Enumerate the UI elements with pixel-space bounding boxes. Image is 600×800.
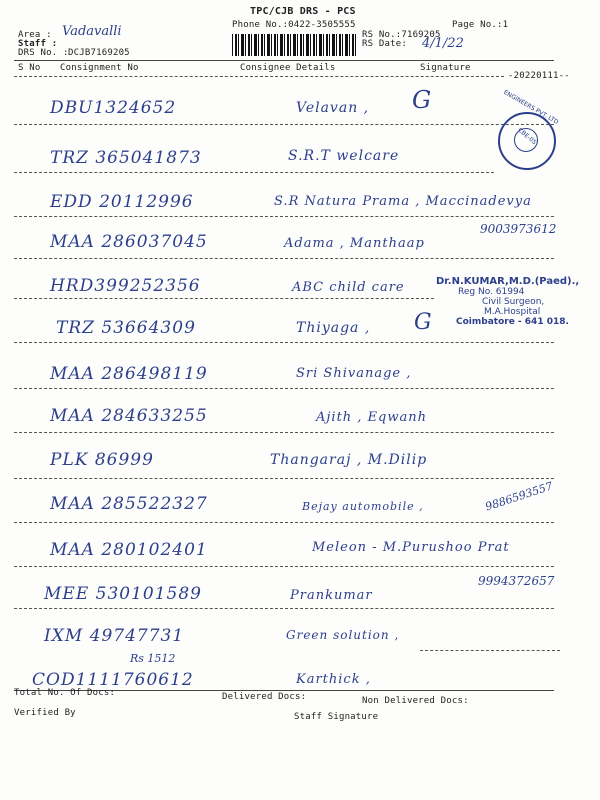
doctor-city: Coimbatore - 641 018. (456, 317, 569, 327)
phone-note: 9994372657 (478, 574, 555, 588)
page-number: Page No.:1 (452, 20, 509, 30)
row-divider (14, 124, 554, 125)
consignee-details: Meleon - M.Purushoo Prat (312, 540, 510, 555)
consignment-number: MAA 286498119 (50, 364, 208, 384)
row-divider (420, 650, 560, 651)
consignment-number: PLK 86999 (50, 450, 154, 470)
consignee-details: Sri Shivanage , (296, 366, 412, 381)
rs-date-label: RS Date: (362, 39, 407, 49)
consignee-details: Velavan , (296, 100, 370, 116)
consignment-number: DBU1324652 (50, 98, 177, 118)
column-signature: Signature (420, 63, 471, 73)
consignee-details: Prankumar (290, 588, 373, 603)
rs-number: RS No.:7169205 (362, 30, 441, 40)
area-value: Vadavalli (62, 24, 122, 39)
total-docs-label: Total No. Of Docs: (14, 688, 116, 698)
consignee-details: Adama , Manthaap (284, 236, 425, 251)
area-label: Area : (18, 30, 52, 40)
consignee-details: S.R Natura Prama , Maccinadevya (274, 194, 532, 209)
doctor-hospital: M.A.Hospital (484, 307, 541, 317)
row-divider (14, 608, 554, 609)
row-divider (14, 258, 554, 259)
header-divider (14, 60, 554, 61)
column-sno: S No (18, 63, 41, 73)
consignment-number: MAA 284633255 (50, 406, 208, 426)
consignment-number: COD1111760612 (32, 670, 194, 690)
signature: G (412, 86, 432, 114)
phone-note: 9003973612 (480, 222, 557, 236)
amount-note: Rs 1512 (130, 652, 176, 665)
stamp-code: CBE-05 (516, 126, 538, 147)
column-consignment: Consignment No (60, 63, 139, 73)
delivered-docs-label: Delivered Docs: (222, 692, 307, 702)
staff-signature-label: Staff Signature (294, 712, 379, 722)
row-divider (14, 388, 554, 389)
doctor-title: Civil Surgeon, (482, 297, 545, 307)
consignee-details: ABC child care (292, 280, 405, 295)
verified-by-label: Verified By (14, 708, 76, 718)
row-divider (14, 298, 434, 299)
column-divider (14, 76, 504, 77)
row-divider (14, 522, 554, 523)
consignment-number: EDD 20112996 (50, 192, 194, 212)
consignee-details: Karthick , (296, 672, 371, 687)
doctor-stamp (436, 276, 579, 327)
rs-date-value: 4/1/22 (422, 36, 464, 51)
row-divider (14, 566, 554, 567)
row-divider (14, 172, 494, 173)
date-code: -20220111-- (508, 71, 570, 81)
consignment-number: MAA 280102401 (50, 540, 208, 560)
drs-label: DRS No. : (18, 48, 69, 58)
consignee-details: Thiyaga , (296, 320, 371, 336)
doctor-reg: Reg No. 61994 (458, 287, 525, 297)
row-divider (14, 478, 554, 479)
consignee-details: S.R.T welcare (288, 148, 400, 164)
document-title: TPC/CJB DRS - PCS (250, 6, 356, 17)
column-consignee: Consignee Details (240, 63, 336, 73)
drs-number: DCJB7169205 (68, 48, 130, 58)
consignee-details: Green solution , (286, 628, 400, 642)
non-delivered-docs-label: Non Delivered Docs: (362, 696, 469, 706)
consignment-number: TRZ 53664309 (56, 318, 196, 338)
consignment-number: MAA 285522327 (50, 494, 208, 514)
row-divider (14, 432, 554, 433)
consignment-number: IXM 49747731 (44, 626, 185, 646)
staff-label: Staff : (18, 39, 58, 49)
consignee-details: Bejay automobile , (302, 500, 424, 513)
consignment-number: HRD399252356 (50, 276, 201, 296)
doctor-name: Dr.N.KUMAR,M.D.(Paed)., (436, 276, 580, 287)
phone-number: Phone No.:0422-3505555 (232, 20, 356, 30)
barcode (232, 34, 356, 56)
stamp-company-name: ENGINEERS PVT. LTD (502, 88, 560, 127)
consignee-details: Thangaraj , M.Dilip (270, 452, 428, 468)
consignment-number: TRZ 365041873 (50, 148, 202, 168)
row-divider (14, 216, 554, 217)
signature: G (414, 310, 432, 335)
consignment-number: MEE 530101589 (44, 584, 202, 604)
consignment-number: MAA 286037045 (50, 232, 208, 252)
phone-note: 9886593557 (483, 479, 555, 514)
row-divider (14, 342, 554, 343)
consignee-details: Ajith , Eqwanh (316, 410, 428, 425)
